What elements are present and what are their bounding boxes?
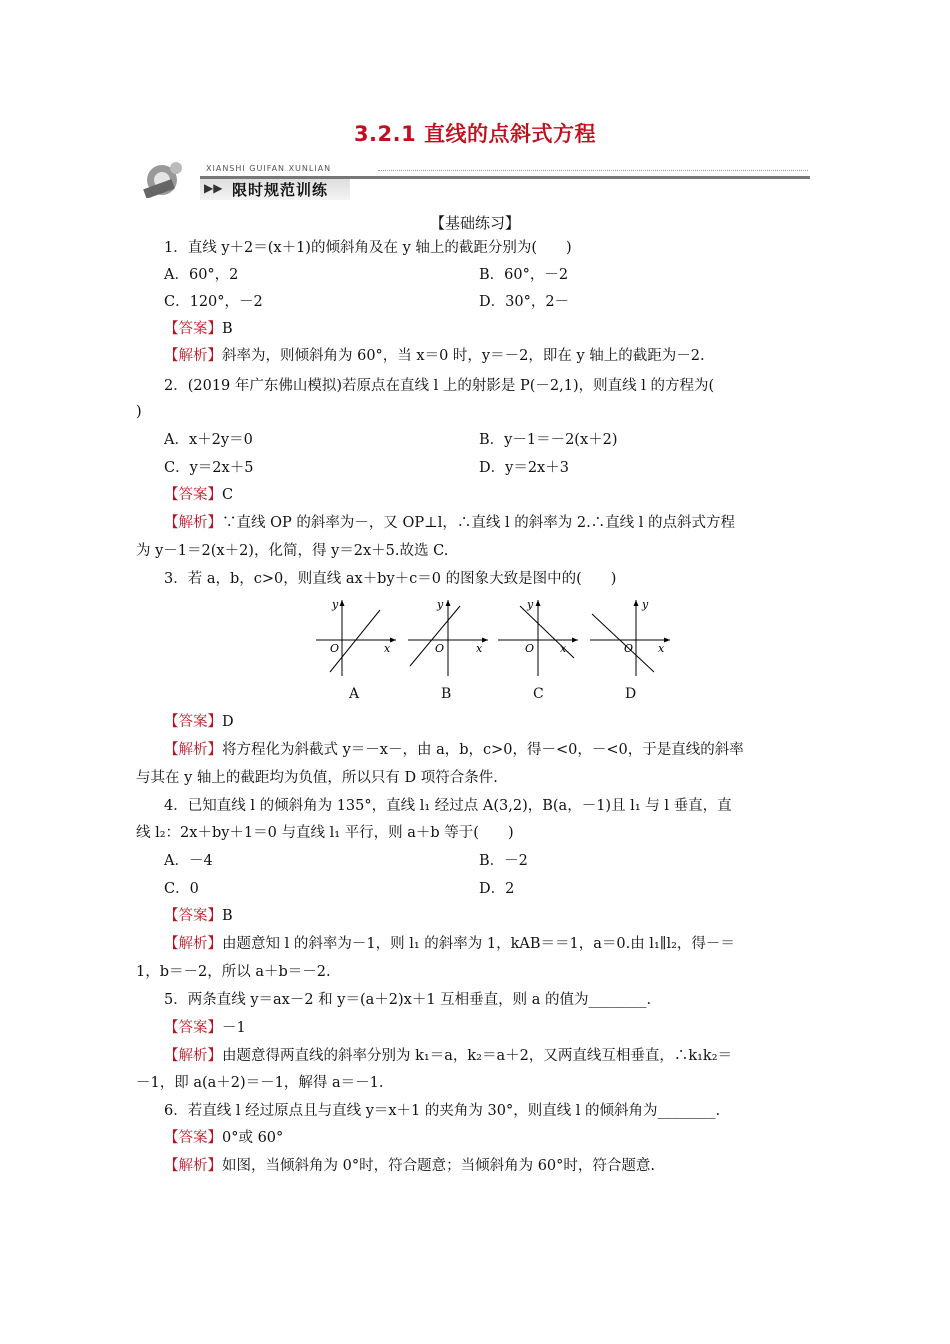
answer-tag: 【答案】 (164, 1130, 222, 1146)
q5-analysis-line2: －1，即 a(a＋2)＝－1，解得 a＝－1. (136, 1075, 384, 1091)
q4-analysis-line1 (164, 934, 735, 954)
y-axis-arrow-icon (536, 600, 541, 606)
q5-analysis-line1 (164, 1046, 732, 1066)
section-banner (140, 158, 810, 204)
q1-option-c: C．120°，－2 (164, 294, 263, 310)
q6-stem: 6．若直线 l 经过原点且与直线 y＝x＋1 的夹角为 30°，则直线 l 的倾斜角为________. (164, 1103, 721, 1119)
banner-arrows-icon: ▶▶ (204, 181, 223, 195)
x-axis-arrow-icon (482, 638, 488, 643)
q3-figure-a-label: A (349, 686, 360, 702)
q3-figure-a (312, 596, 400, 678)
q1-stem: 1．直线 y＋2＝(x＋1)的倾斜角及在 y 轴上的截距分别为( ) (164, 240, 572, 256)
gear-logo-icon (140, 158, 188, 198)
graph-line (410, 606, 460, 666)
q4-answer: B (222, 908, 233, 924)
q4-stem-line1: 4．已知直线 l 的倾斜角为 135°，直线 l₁ 经过点 A(3,2)，B(a，－1)且 l₁ 与 l 垂直，直 (164, 798, 732, 814)
q6-answer: 0°或 60° (222, 1130, 284, 1146)
q3-analysis-line1 (164, 740, 744, 760)
q5-answer-line (164, 1018, 246, 1038)
q2-answer: C (222, 487, 234, 503)
q5-analysis1: 由题意得两直线的斜率分别为 k₁＝a，k₂＝a＋2，又两直线互相垂直，∴k₁k₂＝ (222, 1048, 733, 1064)
y-axis-label: y (332, 598, 339, 611)
answer-tag: 【答案】 (164, 1020, 222, 1036)
x-axis-arrow-icon (664, 638, 670, 643)
graph-line (592, 614, 654, 672)
graph-line (330, 610, 380, 672)
x-axis-label: x (476, 642, 483, 655)
q6-analysis: 如图，当倾斜角为 0°时，符合题意；当倾斜角为 60°时，符合题意. (222, 1158, 656, 1174)
q6-answer-line (164, 1128, 283, 1148)
q2-option-b: B．y－1＝－2(x＋2) (479, 432, 618, 448)
y-axis-arrow-icon (340, 600, 345, 606)
x-axis-label: x (658, 642, 665, 655)
q2-analysis-line2: 为 y－1＝2(x＋2)，化简，得 y＝2x＋5.故选 C. (136, 543, 449, 559)
analysis-tag: 【解析】 (164, 1048, 222, 1064)
q3-answer: D (222, 714, 234, 730)
q1-option-a: A．60°，2 (164, 267, 239, 283)
answer-tag: 【答案】 (164, 714, 222, 730)
q1-answer: B (222, 321, 233, 337)
origin-label: O (330, 642, 340, 655)
q2-answer-line (164, 485, 233, 505)
q2-option-d: D．y＝2x＋3 (479, 460, 569, 476)
q2-option-a: A．x＋2y＝0 (164, 432, 253, 448)
q1-answer-line (164, 319, 233, 339)
q3-analysis-line2: 与其在 y 轴上的截距均为负值，所以只有 D 项符合条件. (136, 770, 498, 786)
banner-pinyin: XIANSHI GUIFAN XUNLIAN (206, 164, 332, 173)
q4-option-b: B．－2 (479, 853, 528, 869)
q4-analysis-line2: 1，b＝－2，所以 a＋b＝－2. (136, 964, 331, 980)
q3-figure-d (586, 596, 674, 678)
y-axis-label: y (642, 598, 649, 611)
q1-option-b: B．60°，－2 (479, 267, 569, 283)
x-axis-label: x (560, 642, 567, 655)
y-axis-label: y (437, 598, 444, 611)
q3-figure-d-label: D (625, 686, 637, 702)
analysis-tag: 【解析】 (164, 348, 222, 364)
q2-stem-line2: ) (136, 404, 142, 420)
y-axis-arrow-icon (446, 600, 451, 606)
q3-analysis1: 将方程化为斜截式 y＝－x－，由 a，b，c>0，得－<0，－<0，于是直线的斜率 (222, 742, 744, 758)
x-axis-arrow-icon (390, 638, 396, 643)
origin-label: O (525, 642, 535, 655)
y-axis-label: y (527, 598, 534, 611)
answer-tag: 【答案】 (164, 487, 222, 503)
banner-label: 限时规范训练 (232, 181, 329, 199)
x-axis-arrow-icon (572, 638, 578, 643)
q3-figure-b-label: B (441, 686, 452, 702)
q3-answer-line (164, 712, 234, 732)
q4-option-a: A．－4 (164, 853, 213, 869)
q1-analysis: 斜率为，则倾斜角为 60°，当 x＝0 时，y＝－2，即在 y 轴上的截距为－2. (222, 348, 705, 364)
q4-stem-line2: 线 l₂：2x＋by＋1＝0 与直线 l₁ 平行，则 a＋b 等于( ) (136, 825, 514, 841)
y-axis-arrow-icon (634, 600, 639, 606)
q2-stem-line1: 2．(2019 年广东佛山模拟)若原点在直线 l 上的射影是 P(－2,1)，则直线 l 的方程为( (164, 378, 715, 394)
q3-figure-c-label: C (533, 686, 544, 702)
q4-option-d: D．2 (479, 881, 515, 897)
q6-analysis-line (164, 1156, 655, 1176)
banner-dotted-line (378, 170, 808, 171)
q3-figure-b (404, 596, 492, 678)
answer-tag: 【答案】 (164, 908, 222, 924)
analysis-tag: 【解析】 (164, 1158, 222, 1174)
section-heading: 【基础练习】 (429, 214, 520, 232)
q4-answer-line (164, 906, 233, 926)
analysis-tag: 【解析】 (164, 936, 222, 952)
page-title: 3.2.1 直线的点斜式方程 (353, 122, 597, 146)
q2-option-c: C．y＝2x＋5 (164, 460, 254, 476)
origin-label: O (624, 642, 634, 655)
origin-label: O (435, 642, 445, 655)
q5-stem: 5．两条直线 y＝ax－2 和 y＝(a＋2)x＋1 互相垂直，则 a 的值为________. (164, 992, 652, 1008)
x-axis-label: x (384, 642, 391, 655)
answer-tag: 【答案】 (164, 321, 222, 337)
analysis-tag: 【解析】 (164, 515, 222, 531)
q2-analysis1: ∵直线 OP 的斜率为－，又 OP⊥l，∴直线 l 的斜率为 2.∴直线 l 的点斜式方程 (222, 515, 736, 531)
q4-option-c: C．0 (164, 881, 199, 897)
q4-analysis1: 由题意知 l 的斜率为－1，则 l₁ 的斜率为 1，kAB＝＝1，a＝0.由 l₁∥l₂，得－＝ (222, 936, 735, 952)
q3-figure-c (494, 596, 582, 678)
q5-answer: －1 (222, 1020, 246, 1036)
q3-stem: 3．若 a，b，c>0，则直线 ax＋by＋c＝0 的图象大致是图中的( ) (164, 571, 617, 587)
q2-analysis-line1 (164, 513, 735, 533)
q1-analysis-line (164, 346, 705, 366)
analysis-tag: 【解析】 (164, 742, 222, 758)
q1-option-d: D．30°，2－ (479, 294, 570, 310)
